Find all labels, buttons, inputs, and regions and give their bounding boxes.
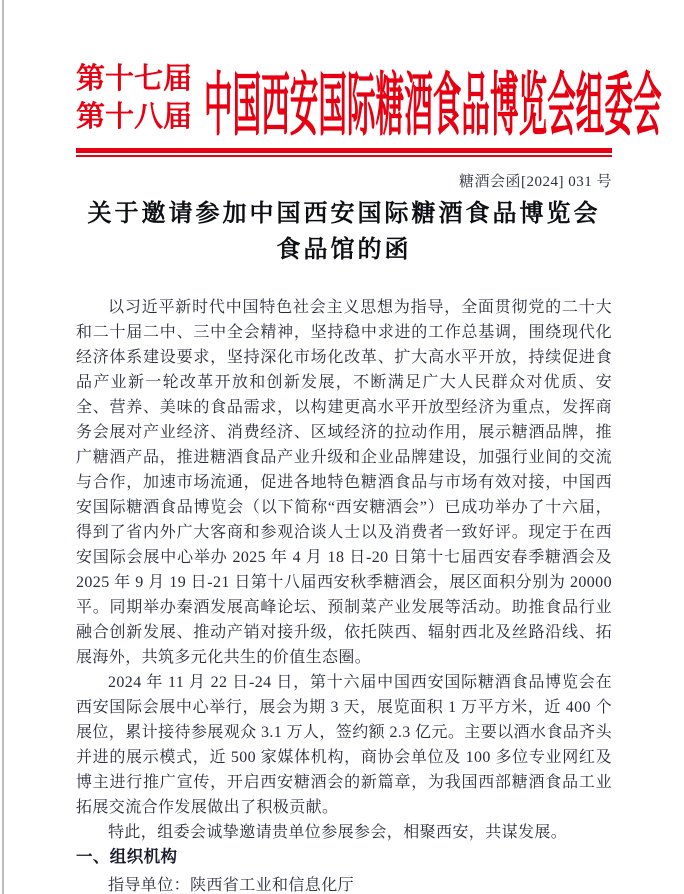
guiding-unit-line: 指导单位：陕西省工业和信息化厅: [108, 877, 355, 894]
document-title-line-2: 食品馆的函: [276, 237, 412, 263]
session-line-2: 第十八届: [76, 101, 193, 133]
session-numbers: [76, 61, 192, 136]
organizing-committee-title: 中国西安国际糖酒食品博览会组委会: [204, 68, 662, 145]
document-number: 糖酒会函[2024] 031 号: [459, 174, 612, 190]
document-title-line-1: 关于邀请参加中国西安国际糖酒食品博览会: [87, 201, 601, 227]
document-body: [76, 295, 612, 894]
paragraph-3: 特此，组委会诚挚邀请贵单位参展参会，相聚西安，共谋发展。: [108, 824, 568, 841]
session-line-1: 第十七届: [76, 63, 193, 96]
red-rule-thin: [76, 155, 612, 157]
document-title: [76, 196, 612, 268]
paragraph-2: 2024 年 11 月 22 日-24 日，第十六届中国西安国际糖酒食品博览会在西安国际会展中心举行，展会为期 3 天，展览面积 1 万平方米，近 400 个展位，累计接待参展观众 3.1 万人，签约额 2.3 亿元。主要以酒水食品齐头并进的展示模式，近 500 家媒体机构，商协会单位及 100 多位专业网红及博主进行推广宣传，开启西安糖酒会的新篇章，为我国西部糖酒食品工业拓展交流合作发展做出了积极贡献。: [76, 674, 612, 816]
organizing-committee-title-wrap: [204, 56, 662, 145]
paragraph-1: 以习近平新时代中国特色社会主义思想为指导，全面贯彻党的二十大和二十届二中、三中全会精神，坚持稳中求进的工作总基调，围绕现代化经济体系建设要求，坚持深化市场化改革、扩大高水平开放，持续促进食品产业新一轮改革开放和创新发展，不断满足广大人民群众对优质、安全、营养、美味的食品需求，以构建更高水平开放型经济为重点，发挥商务会展对产业经济、消费经济、区域经济的拉动作用，展示糖酒品牌，推广糖酒产品，推进糖酒食品产业升级和企业品牌建设，加强行业间的交流与合作，加速市场流通，促进各地特色糖酒食品与市场有效对接，中国西安国际糖酒食品博览会（以下简称“西安糖酒会”）已成功举办了十六届，得到了省内外广大客商和参观洽谈人士以及消费者一致好评。现定于在西安国际会展中心举办 2025 年 4 月 18 日-20 日第十七届西安春季糖酒会及 2025 年 9 月 19 日-21 日第十八届西安秋季糖酒会，展区面积分别为 20000 平。同期举办秦酒发展高峰论坛、预制菜产业发展等活动。助推食品行业融合创新发展、推动产销对接升级，依托陕西、辐射西北及丝路沿线、拓展海外，共筑多元化共生的价值生态圈。: [76, 299, 612, 666]
section-heading-organization: 一、组织机构: [76, 848, 178, 866]
letterhead: [76, 56, 662, 145]
